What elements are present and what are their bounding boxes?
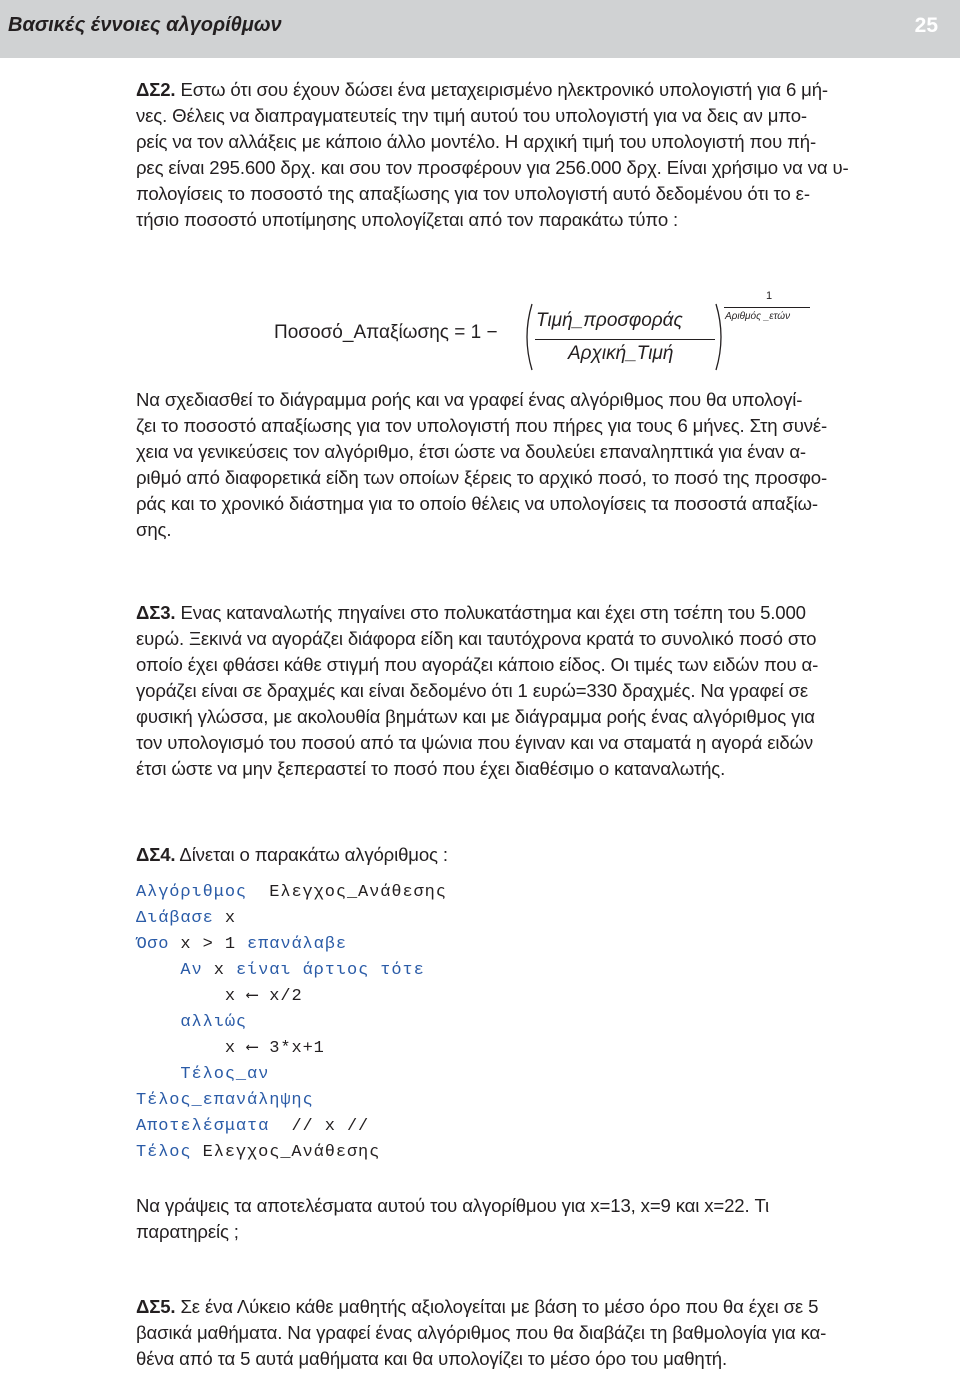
- exponent-numerator: 1: [766, 290, 773, 302]
- algorithm-code: [136, 880, 536, 1166]
- text-line: φυσική γλώσσα, με ακολουθία βημάτων και με διάγραμμα ροής ένας αλγόριθμος για: [136, 706, 815, 727]
- page-number: 25: [914, 14, 938, 37]
- exercise-label: ΔΣ2.: [136, 79, 176, 100]
- text-line: Σε ένα Λύκειο κάθε μαθητής αξιολογείται με βάση το μέσο όρο που θα έχει σε 5: [175, 1296, 819, 1317]
- exercise-ds3-text: [136, 600, 954, 782]
- text-line: Να γράψεις τα αποτελέσματα αυτού του αλγορίθμου για x=13, x=9 και x=22. Τι: [136, 1195, 770, 1216]
- exponent-bar: [724, 307, 810, 308]
- text-line: ευρώ. Ξεκινά να αγοράζει διάφορα είδη και ταυτόχρονα κρατά το συνολικό ποσό στο: [136, 628, 817, 649]
- exercise-ds4-question: [136, 1193, 954, 1245]
- exercise-label: ΔΣ3.: [136, 602, 176, 623]
- text-line: χεια να γενικεύσεις τον αλγόριθμο, έτσι ώστε να δουλεύει επαναληπτικά για έναν α-: [136, 441, 806, 462]
- text-line: ράς και το χρονικό διάστημα για το οποίο θέλεις να υπολογίσεις τα ποσοστά απαξίω-: [136, 493, 818, 514]
- text-line: γοράζει είναι σε δραχμές και είναι δεδομένο ότι 1 ευρώ=330 δραχμές. Να γραφεί σε: [136, 680, 808, 701]
- code-line: Τέλος Ελεγχος_Ανάθεσης: [136, 1143, 381, 1162]
- text-line: παρατηρείς ;: [136, 1221, 239, 1242]
- page-header: [0, 0, 960, 58]
- exercise-label: ΔΣ4.: [136, 844, 176, 865]
- left-paren-icon: [520, 302, 534, 372]
- code-line: x ⟵ 3*x+1: [224, 1039, 325, 1058]
- exercise-label: ΔΣ5.: [136, 1296, 176, 1317]
- text-line: Να σχεδιασθεί το διάγραμμα ροής και να γραφεί ένας αλγόριθμος που θα υπολογί-: [136, 389, 803, 410]
- code-line: x ⟵ x/2: [224, 987, 303, 1006]
- code-line: Αλγόριθμος Ελεγχος_Ανάθεσης: [136, 883, 447, 902]
- code-line: Αποτελέσματα // x //: [136, 1117, 370, 1136]
- exercise-ds2-text: [136, 77, 954, 233]
- text-line: ρες είναι 295.600 δρχ. και σου τον προσφέρουν για 256.000 δρχ. Είναι χρήσιμο να να υ-: [136, 157, 849, 178]
- text-line: Εστω ότι σου έχουν δώσει ένα μεταχειρισμένο ηλεκτρονικό υπολογιστή για 6 μή-: [175, 79, 828, 100]
- text-line: θένα από τα 5 αυτά μαθήματα και θα υπολογίζει το μέσο όρο του μαθητή.: [136, 1348, 728, 1369]
- fraction-bar: [535, 339, 715, 340]
- exercise-ds5-text: [136, 1294, 954, 1372]
- text-line: πολογίσεις το ποσοστό της απαξίωσης για τον υπολογιστή αυτό δεδομένου ότι το ε-: [136, 183, 810, 204]
- depreciation-formula: [0, 288, 960, 378]
- exercise-ds4-intro: [136, 842, 954, 868]
- text-line: Ενας καταναλωτής πηγαίνει στο πολυκατάστημα και έχει στη τσέπη του 5.000: [175, 602, 806, 623]
- code-line: Τέλος_αν: [180, 1065, 270, 1084]
- text-line: οποίο έχει φθάσει κάθε στιγμή που αγοράζει κάποιο είδος. Οι τιμές των ειδών που α-: [136, 654, 819, 675]
- formula-denominator: Αρχική_Τιμή: [568, 343, 674, 364]
- text-line: Δίνεται ο παρακάτω αλγόριθμος :: [175, 844, 448, 865]
- text-line: τήσιο ποσοστό υποτίμησης υπολογίζεται από τον παρακάτω τύπο :: [136, 209, 679, 230]
- code-line: Αν x είναι άρτιος τότε: [180, 961, 425, 980]
- code-line: αλλιώς: [180, 1013, 248, 1032]
- formula-numerator: Τιμή_προσφοράς: [536, 310, 683, 331]
- text-line: ζει το ποσοστό απαξίωσης για τον υπολογιστή που πήρες για τους 6 μήνες. Στη συνέ-: [136, 415, 828, 436]
- chapter-title: Βασικές έννοιες αλγορίθμων: [8, 14, 282, 36]
- code-line: Τέλος_επανάληψης: [136, 1091, 314, 1110]
- exponent-denominator: Αριθμός _ετών: [725, 311, 791, 322]
- code-line: Όσο x > 1 επανάλαβε: [136, 935, 347, 954]
- text-line: σης.: [136, 519, 172, 540]
- text-line: νες. Θέλεις να διαπραγματευτείς την τιμή αυτού του υπολογιστή για να δεις αν μπο-: [136, 105, 807, 126]
- text-line: ρείς να τον αλλάξεις με κάποιο άλλο μοντέλο. Η αρχική τιμή του υπολογιστή που πή-: [136, 131, 817, 152]
- text-line: βασικά μαθήματα. Να γραφεί ένας αλγόριθμος που θα διαβάζει τη βαθμολογία για κα-: [136, 1322, 827, 1343]
- text-line: τον υπολογισμό του ποσού από τα ψώνια που έγιναν και να σταματά η αγορά ειδών: [136, 732, 814, 753]
- code-line: Διάβασε x: [136, 909, 236, 928]
- text-line: έτσι ώστε να μην ξεπεραστεί το ποσό που έχει διαθέσιμο ο καταναλωτής.: [136, 758, 726, 779]
- text-line: ριθμό από διαφορετικά είδη των οποίων ξέρεις το αρχικό ποσό, το ποσό της προσφο-: [136, 467, 828, 488]
- exercise-ds2-task: [136, 387, 954, 543]
- formula-lhs: Ποσοσό_Απαξίωσης = 1 −: [274, 322, 498, 343]
